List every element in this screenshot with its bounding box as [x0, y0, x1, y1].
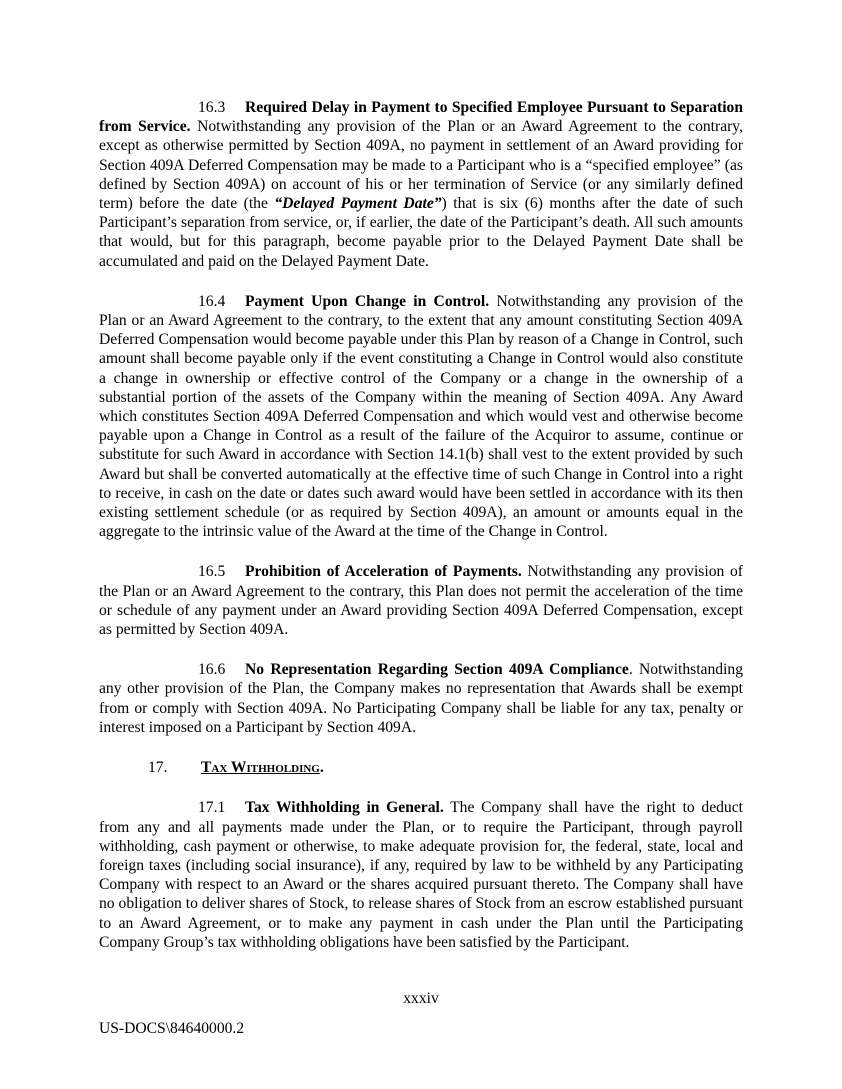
- section-number: 16.6: [198, 661, 226, 679]
- section-text: . Notwithstanding any other provision of the Plan, the Company makes no representation that Awards shall be exempt from or comply with Section 409A. No Participating Company shall be liable for any tax, penalty or interest imposed on a Participant by Section 409A.: [99, 661, 743, 736]
- section-title: Required Delay in Payment to Specified Employee Pursuant to Separation from Service.: [99, 99, 743, 136]
- section-number: 17.: [148, 759, 168, 777]
- section-text: ) that is six (6) months after the date of such Participant’s separation from service, or, if earlier, the date of the Participant’s death. All such amounts that would, but for this paragraph, become payable prior to the Delayed Payment Date shall be accumulated and paid on the Delayed Payment Date.: [99, 195, 744, 270]
- section-number: 16.5: [198, 563, 226, 581]
- heading-period: .: [319, 759, 324, 777]
- document-id: US-DOCS\84640000.2: [99, 1020, 245, 1037]
- section-text: The Company shall have the right to deduct from any and all payments made under the Plan, or to require the Participant, through payroll withholding, cash payment or otherwise, to make adequate provision for, the federal, state, local and foreign taxes (including social insurance), if any, required by law to be withheld by any Participating Company with respect to an Award or the shares acquired pursuant thereto. The Company shall have no obligation to deliver shares of Stock, to release shares of Stock from an escrow established pursuant to an Award Agreement, or to make any payment in cash under the Plan until the Participating Company Group’s tax withholding obligations have been satisfied by the Participant.: [99, 799, 743, 951]
- section-16-6: [99, 660, 743, 737]
- section-title: Tax Withholding in General.: [245, 799, 444, 817]
- section-17-1: [99, 798, 743, 952]
- section-text: Notwithstanding any provision of the Plan or an Award Agreement to the contrary, to the extent that any amount constituting Section 409A Deferred Compensation would become payable under this Plan by reason of a Change in Control, such amount shall become payable only if the event constituting a Change in Control would also constitute a change in ownership or effective control of the Company or a change in the ownership of a substantial portion of the assets of the Company within the meaning of Section 409A. Any Award which constitutes Section 409A Deferred Compensation and which would vest and otherwise become payable upon a Change in Control as a result of the failure of the Acquiror to assume, continue or substitute for such Award in accordance with Section 14.1(b) shall vest to the extent provided by such Award but shall be converted automatically at the effective time of such Change in Control into a right to receive, in cash on the date or dates such award would have been settled in accordance with its then existing settlement schedule (or as required by Section 409A), an amount or amounts equal in the aggregate to the intrinsic value of the Award at the time of the Change in Control.: [99, 292, 743, 541]
- section-title: Tax Withholding: [201, 759, 320, 777]
- section-title: Prohibition of Acceleration of Payments.: [245, 563, 522, 581]
- section-number: 17.1: [198, 799, 226, 817]
- section-16-4: [99, 292, 743, 542]
- section-17-heading: [99, 758, 743, 777]
- section-number: 16.3: [198, 99, 226, 116]
- section-title: Payment Upon Change in Control.: [245, 292, 490, 310]
- section-number: 16.4: [198, 292, 226, 310]
- section-text: Notwithstanding any provision of the Plan or an Award Agreement to the contrary, except as otherwise permitted by Section 409A, no payment in settlement of an Award providing for Section 409A Deferred Compensation may be made to a Participant who is a “specified employee” (as defined by Section 409A) on account of his or her termination of Service (or any similarly defined term) before the date (the: [99, 118, 743, 213]
- section-title: No Representation Regarding Section 409A Compliance: [245, 661, 629, 679]
- page-number: xxxiv: [403, 990, 439, 1007]
- document-body: [99, 98, 743, 973]
- section-16-5: [99, 562, 743, 639]
- section-16-3: [99, 98, 743, 271]
- section-text: Notwithstanding any provision of the Plan or an Award Agreement to the contrary, this Plan does not permit the acceleration of the time or schedule of any payment under an Award providing Section 409A Deferred Compensation, except as permitted by Section 409A.: [99, 563, 743, 639]
- defined-term: “Delayed Payment Date”: [274, 195, 442, 213]
